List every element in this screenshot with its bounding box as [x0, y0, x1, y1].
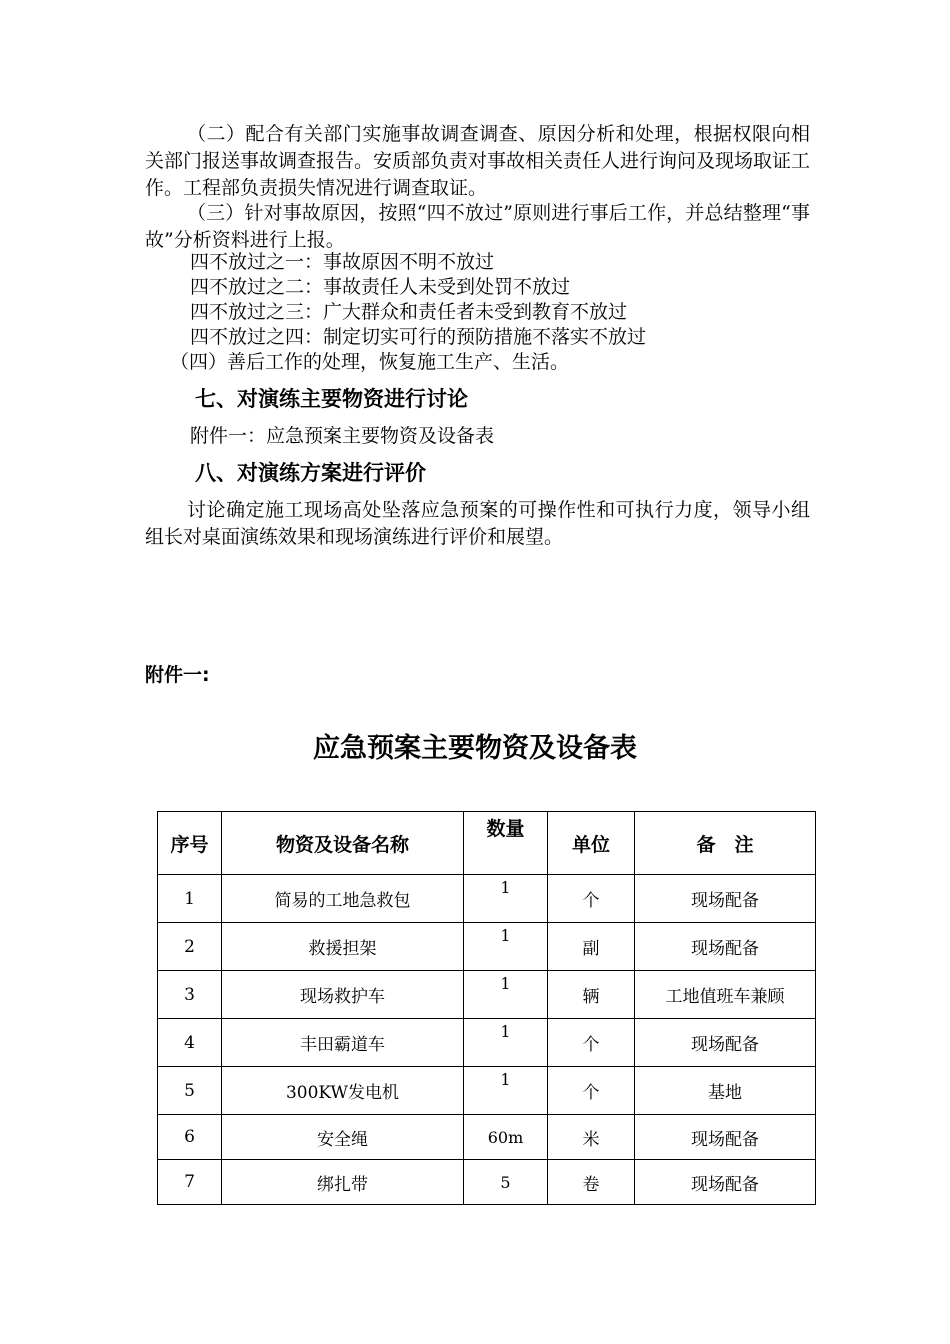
- header-quantity: 数量: [464, 812, 548, 875]
- attachment-label: 附件一:: [145, 664, 210, 686]
- table-row: [158, 875, 816, 923]
- cell-unit: 个: [548, 1067, 635, 1115]
- cell-remarks: 现场配备: [635, 923, 816, 971]
- cell-unit: 个: [548, 875, 635, 923]
- cell-remarks: 现场配备: [635, 875, 816, 923]
- cell-item-name: 300KW发电机: [222, 1067, 464, 1115]
- cell-remarks: 工地值班车兼顾: [635, 971, 816, 1019]
- cell-serial: 7: [158, 1160, 222, 1205]
- cell-remarks: 现场配备: [635, 1019, 816, 1067]
- cell-item-name: 绑扎带: [222, 1160, 464, 1205]
- cell-quantity: 1: [464, 971, 548, 1019]
- paragraph-investigation: （二）配合有关部门实施事故调查调查、原因分析和处理，根据权限向相关部门报送事故调查报告。安质部负责对事故相关责任人进行询问及现场取证工作。工程部负责损失情况进行调查取证。: [145, 123, 811, 199]
- four-no-letgo-item-2: 四不放过之二：事故责任人未受到处罚不放过: [190, 276, 571, 298]
- cell-quantity: 1: [464, 1067, 548, 1115]
- paragraph-evaluation: 讨论确定施工现场高处坠落应急预案的可操作性和可执行力度，领导小组组长对桌面演练效果和现场演练进行评价和展望。: [145, 499, 810, 548]
- cell-quantity: 1: [464, 1019, 548, 1067]
- cell-unit: 卷: [548, 1160, 635, 1205]
- cell-item-name: 现场救护车: [222, 971, 464, 1019]
- cell-quantity: 60m: [464, 1115, 548, 1160]
- header-unit: 单位: [548, 812, 635, 875]
- cell-remarks: 现场配备: [635, 1160, 816, 1205]
- cell-unit: 米: [548, 1115, 635, 1160]
- four-no-letgo-item-1: 四不放过之一：事故原因不明不放过: [190, 251, 495, 273]
- cell-unit: 辆: [548, 971, 635, 1019]
- section-heading-8: 八、对演练方案进行评价: [195, 461, 426, 485]
- paragraph-aftermath: （四）善后工作的处理，恢复施工生产、生活。: [170, 351, 570, 373]
- table-row: [158, 971, 816, 1019]
- cell-serial: 5: [158, 1067, 222, 1115]
- table-row: [158, 1019, 816, 1067]
- header-remarks: 备 注: [635, 812, 816, 875]
- table-row: [158, 923, 816, 971]
- table-header-row: [158, 812, 816, 875]
- cell-serial: 4: [158, 1019, 222, 1067]
- cell-quantity: 1: [464, 875, 548, 923]
- table-row: [158, 1115, 816, 1160]
- cell-remarks: 现场配备: [635, 1115, 816, 1160]
- table-title: 应急预案主要物资及设备表: [313, 733, 637, 764]
- cell-item-name: 丰田霸道车: [222, 1019, 464, 1067]
- cell-item-name: 救援担架: [222, 923, 464, 971]
- cell-serial: 2: [158, 923, 222, 971]
- table-row: [158, 1067, 816, 1115]
- header-serial: 序号: [158, 812, 222, 875]
- four-no-letgo-item-4: 四不放过之四：制定切实可行的预防措施不落实不放过: [190, 326, 647, 348]
- cell-unit: 个: [548, 1019, 635, 1067]
- header-item-name: 物资及设备名称: [222, 812, 464, 875]
- equipment-table: [157, 811, 816, 1205]
- table-row: [158, 1160, 816, 1205]
- cell-item-name: 简易的工地急救包: [222, 875, 464, 923]
- cell-serial: 3: [158, 971, 222, 1019]
- cell-item-name: 安全绳: [222, 1115, 464, 1160]
- cell-quantity: 5: [464, 1160, 548, 1205]
- section-heading-7: 七、对演练主要物资进行讨论: [195, 387, 468, 411]
- cell-unit: 副: [548, 923, 635, 971]
- cell-serial: 6: [158, 1115, 222, 1160]
- cell-quantity: 1: [464, 923, 548, 971]
- cell-remarks: 基地: [635, 1067, 816, 1115]
- paragraph-four-no-letgo: （三）针对事故原因，按照“四不放过”原则进行事后工作，并总结整理“事故”分析资料进行上报。: [145, 202, 810, 251]
- four-no-letgo-item-3: 四不放过之三：广大群众和责任者未受到教育不放过: [190, 301, 628, 323]
- attachment-reference: 附件一：应急预案主要物资及设备表: [190, 425, 495, 447]
- cell-serial: 1: [158, 875, 222, 923]
